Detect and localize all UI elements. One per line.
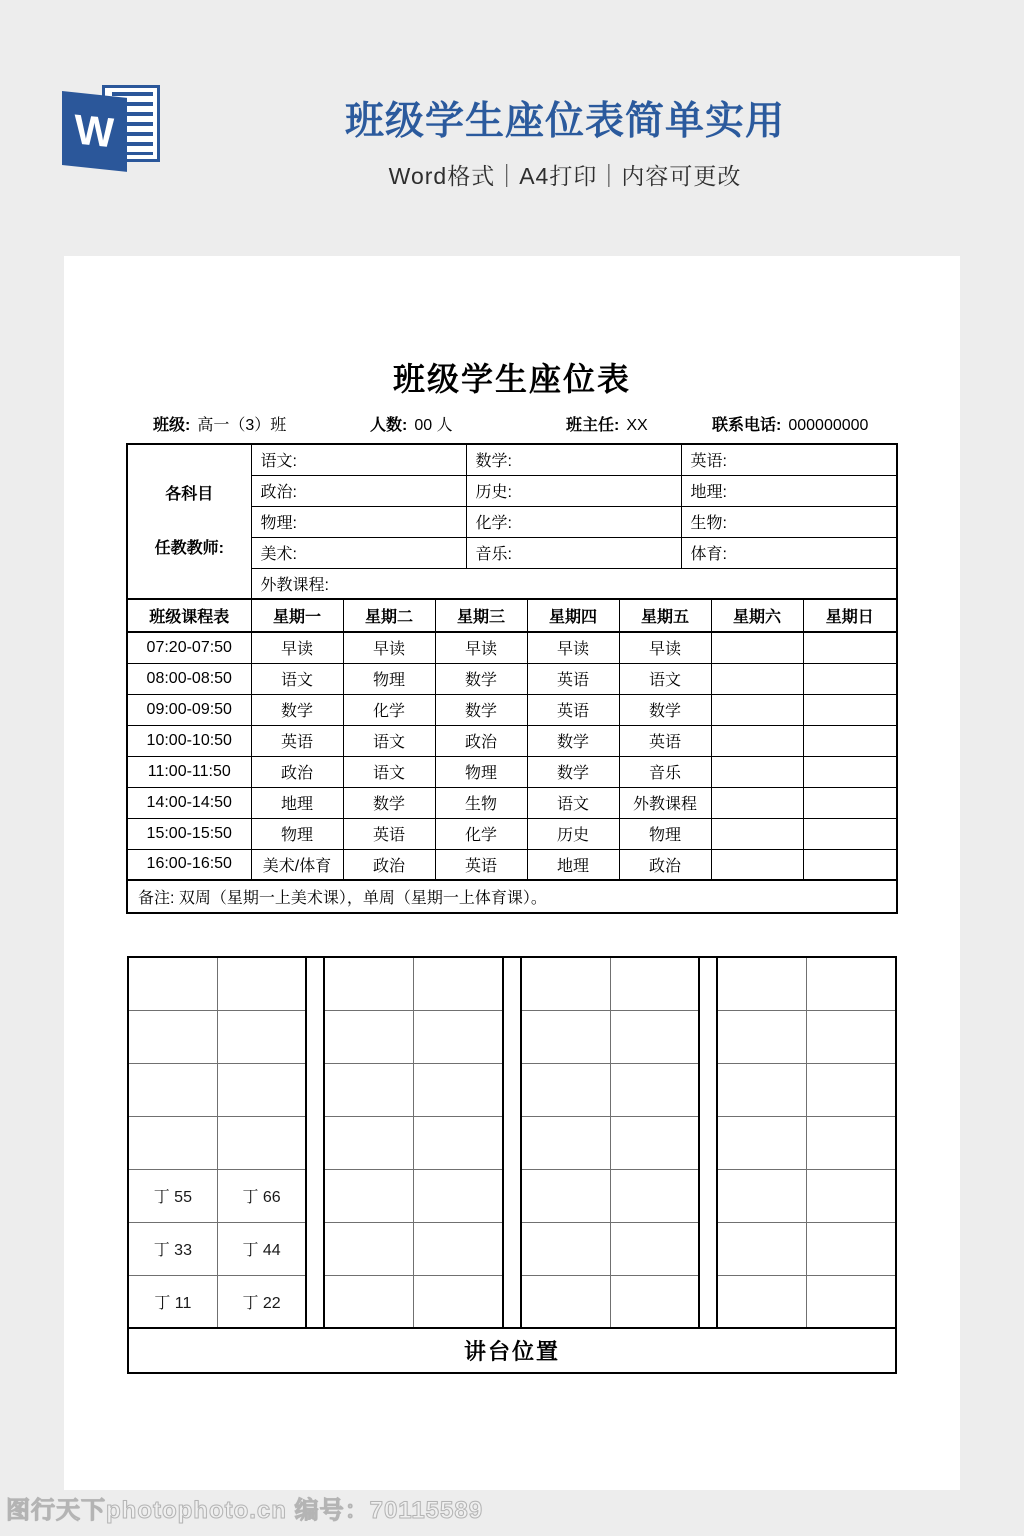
schedule-cell: 物理 — [251, 818, 343, 849]
schedule-cell: 早读 — [251, 632, 343, 663]
word-icon — [62, 84, 166, 174]
seat-cell — [610, 1063, 699, 1116]
seat-cell — [717, 957, 806, 1010]
seat-cell — [324, 1063, 413, 1116]
schedule-cell — [711, 725, 803, 756]
schedule-row — [127, 756, 897, 787]
teachers-header-line1: 各科目 — [165, 485, 214, 503]
document-page — [64, 256, 960, 1490]
schedule-time-cell: 14:00-14:50 — [127, 787, 251, 818]
head-teacher-value: XX — [626, 417, 648, 434]
teacher-subject-cell: 物理: — [251, 506, 466, 537]
schedule-cell — [711, 663, 803, 694]
schedule-cell: 语文 — [343, 725, 435, 756]
seat-cell — [521, 957, 610, 1010]
seat-cell — [717, 1010, 806, 1063]
schedule-cell: 政治 — [619, 849, 711, 880]
aisle — [699, 957, 717, 1328]
teacher-subject-cell: 语文: — [251, 444, 466, 475]
schedule-cell: 英语 — [619, 725, 711, 756]
schedule-cell — [711, 818, 803, 849]
seat-cell: 丁 33 — [128, 1222, 217, 1275]
teachers-table — [126, 443, 898, 600]
schedule-cell — [803, 787, 897, 818]
schedule-cell: 地理 — [251, 787, 343, 818]
schedule-cell — [803, 849, 897, 880]
seat-cell — [128, 1010, 217, 1063]
seat-cell — [217, 1116, 306, 1169]
seat-cell — [324, 1222, 413, 1275]
schedule-header-cell: 星期二 — [343, 599, 435, 632]
teacher-subject-cell: 地理: — [681, 475, 897, 506]
schedule-cell: 物理 — [435, 756, 527, 787]
teachers-row-header — [127, 444, 251, 599]
seat-cell — [324, 1275, 413, 1328]
seat-cell — [324, 1169, 413, 1222]
schedule-cell: 语文 — [251, 663, 343, 694]
schedule-time-cell: 11:00-11:50 — [127, 756, 251, 787]
teacher-subject-cell: 英语: — [681, 444, 897, 475]
schedule-cell: 外教课程 — [619, 787, 711, 818]
schedule-header-cell: 星期四 — [527, 599, 619, 632]
seat-cell — [414, 1063, 503, 1116]
seat-cell — [717, 1275, 806, 1328]
schedule-cell: 英语 — [527, 694, 619, 725]
seat-cell — [717, 1116, 806, 1169]
teacher-subject-cell: 音乐: — [466, 537, 681, 568]
schedule-time-cell: 16:00-16:50 — [127, 849, 251, 880]
schedule-cell: 美术/体育 — [251, 849, 343, 880]
banner-subtitle: Word格式｜A4打印｜内容可更改 — [388, 163, 742, 189]
seat-cell — [717, 1063, 806, 1116]
schedule-time-cell: 08:00-08:50 — [127, 663, 251, 694]
watermark-text: 图行天下photophoto.cn 编号：70115589 — [6, 1497, 484, 1524]
phone-value: 000000000 — [788, 417, 869, 434]
seat-cell — [414, 957, 503, 1010]
seating-table — [127, 956, 897, 1374]
teachers-header-line2: 任教教师: — [154, 539, 224, 557]
schedule-header-cell: 班级课程表 — [127, 599, 251, 632]
seat-cell — [521, 1010, 610, 1063]
seat-cell — [128, 1116, 217, 1169]
seat-cell — [717, 1222, 806, 1275]
schedule-row — [127, 694, 897, 725]
seat-cell — [217, 957, 306, 1010]
schedule-cell: 早读 — [619, 632, 711, 663]
schedule-note: 备注: 双周（星期一上美术课），单周（星期一上体育课）。 — [127, 880, 897, 913]
teacher-subject-cell: 化学: — [466, 506, 681, 537]
schedule-cell — [803, 663, 897, 694]
seat-cell — [610, 1275, 699, 1328]
schedule-cell: 化学 — [435, 818, 527, 849]
seat-cell — [807, 1169, 896, 1222]
seat-cell — [414, 1010, 503, 1063]
teacher-subject-cell: 体育: — [681, 537, 897, 568]
seat-cell — [521, 1169, 610, 1222]
schedule-cell: 数学 — [527, 756, 619, 787]
schedule-row — [127, 632, 897, 663]
seat-cell — [521, 1063, 610, 1116]
seat-cell — [610, 1222, 699, 1275]
seat-cell: 丁 55 — [128, 1169, 217, 1222]
schedule-cell: 音乐 — [619, 756, 711, 787]
seat-cell — [807, 957, 896, 1010]
schedule-cell: 语文 — [619, 663, 711, 694]
teacher-subject-cell: 历史: — [466, 475, 681, 506]
schedule-header-cell: 星期一 — [251, 599, 343, 632]
teachers-header-gap — [132, 505, 247, 539]
aisle — [503, 957, 521, 1328]
seat-cell — [521, 1275, 610, 1328]
head-teacher-label: 班主任: — [566, 417, 620, 434]
schedule-cell: 物理 — [619, 818, 711, 849]
class-label: 班级: — [153, 417, 191, 434]
seat-cell — [128, 1063, 217, 1116]
schedule-cell: 化学 — [343, 694, 435, 725]
teacher-subject-cell: 生物: — [681, 506, 897, 537]
seat-cell — [521, 1116, 610, 1169]
word-icon-w-panel — [62, 91, 127, 172]
schedule-cell: 数学 — [251, 694, 343, 725]
schedule-header-cell: 星期日 — [803, 599, 897, 632]
schedule-cell — [711, 756, 803, 787]
seat-cell — [610, 1169, 699, 1222]
schedule-cell: 早读 — [527, 632, 619, 663]
schedule-cell: 英语 — [343, 818, 435, 849]
schedule-cell: 数学 — [343, 787, 435, 818]
schedule-row — [127, 663, 897, 694]
schedule-cell — [711, 632, 803, 663]
schedule-cell: 数学 — [435, 694, 527, 725]
schedule-cell: 早读 — [435, 632, 527, 663]
schedule-header-cell: 星期三 — [435, 599, 527, 632]
schedule-time-cell: 09:00-09:50 — [127, 694, 251, 725]
class-info-row — [127, 412, 897, 435]
seat-cell — [610, 1010, 699, 1063]
schedule-cell: 地理 — [527, 849, 619, 880]
class-value: 高一（3）班 — [197, 417, 287, 434]
schedule-row — [127, 849, 897, 880]
schedule-cell: 物理 — [343, 663, 435, 694]
count-label: 人数: — [370, 417, 408, 434]
seat-cell: 丁 66 — [217, 1169, 306, 1222]
schedule-time-cell: 10:00-10:50 — [127, 725, 251, 756]
schedule-header-cell: 星期五 — [619, 599, 711, 632]
seat-cell — [807, 1063, 896, 1116]
seat-cell — [807, 1116, 896, 1169]
schedule-cell: 数学 — [527, 725, 619, 756]
schedule-cell: 政治 — [435, 725, 527, 756]
teacher-subject-cell: 数学: — [466, 444, 681, 475]
document-title: 班级学生座位表 — [392, 361, 631, 397]
seat-cell — [217, 1063, 306, 1116]
schedule-cell — [711, 694, 803, 725]
schedule-header-cell: 星期六 — [711, 599, 803, 632]
seat-cell — [324, 957, 413, 1010]
seat-cell — [807, 1010, 896, 1063]
schedule-cell: 英语 — [527, 663, 619, 694]
info-item-head-teacher — [566, 412, 712, 435]
schedule-cell: 生物 — [435, 787, 527, 818]
seat-cell — [521, 1222, 610, 1275]
seat-cell — [414, 1169, 503, 1222]
seat-cell — [128, 957, 217, 1010]
seat-row — [128, 957, 896, 1010]
schedule-cell — [803, 632, 897, 663]
schedule-cell — [803, 725, 897, 756]
podium-row: 讲台位置 — [128, 1328, 896, 1373]
schedule-cell: 英语 — [251, 725, 343, 756]
schedule-cell: 数学 — [435, 663, 527, 694]
schedule-cell: 早读 — [343, 632, 435, 663]
seat-cell: 丁 44 — [217, 1222, 306, 1275]
schedule-table — [126, 598, 898, 914]
seat-cell — [414, 1222, 503, 1275]
schedule-cell: 语文 — [343, 756, 435, 787]
seat-cell — [324, 1116, 413, 1169]
schedule-row — [127, 725, 897, 756]
teacher-subject-cell: 美术: — [251, 537, 466, 568]
seat-cell — [414, 1116, 503, 1169]
aisle — [306, 957, 324, 1328]
schedule-cell: 政治 — [343, 849, 435, 880]
seat-cell — [217, 1010, 306, 1063]
word-icon-letter: W — [74, 105, 115, 157]
seat-cell — [324, 1010, 413, 1063]
schedule-cell: 语文 — [527, 787, 619, 818]
seat-cell — [717, 1169, 806, 1222]
schedule-time-cell: 15:00-15:50 — [127, 818, 251, 849]
schedule-cell: 政治 — [251, 756, 343, 787]
count-value: 00 人 — [414, 417, 453, 434]
seat-cell: 丁 22 — [217, 1275, 306, 1328]
seat-cell: 丁 11 — [128, 1275, 217, 1328]
teacher-foreign-course-cell: 外教课程: — [251, 568, 897, 599]
info-item-phone — [712, 412, 897, 435]
seat-cell — [807, 1222, 896, 1275]
seat-cell — [610, 1116, 699, 1169]
schedule-row — [127, 787, 897, 818]
schedule-cell — [803, 756, 897, 787]
schedule-cell — [803, 818, 897, 849]
schedule-cell: 英语 — [435, 849, 527, 880]
seat-cell — [807, 1275, 896, 1328]
schedule-cell: 历史 — [527, 818, 619, 849]
banner-title: 班级学生座位表简单实用 — [344, 100, 785, 143]
schedule-cell: 数学 — [619, 694, 711, 725]
seat-cell — [610, 957, 699, 1010]
banner — [166, 90, 964, 191]
phone-label: 联系电话: — [712, 417, 782, 434]
schedule-cell — [803, 694, 897, 725]
info-item-count — [370, 412, 566, 435]
schedule-time-cell: 07:20-07:50 — [127, 632, 251, 663]
info-item-class — [153, 412, 370, 435]
schedule-cell — [711, 849, 803, 880]
schedule-row — [127, 818, 897, 849]
teacher-subject-cell: 政治: — [251, 475, 466, 506]
seat-cell — [414, 1275, 503, 1328]
schedule-cell — [711, 787, 803, 818]
